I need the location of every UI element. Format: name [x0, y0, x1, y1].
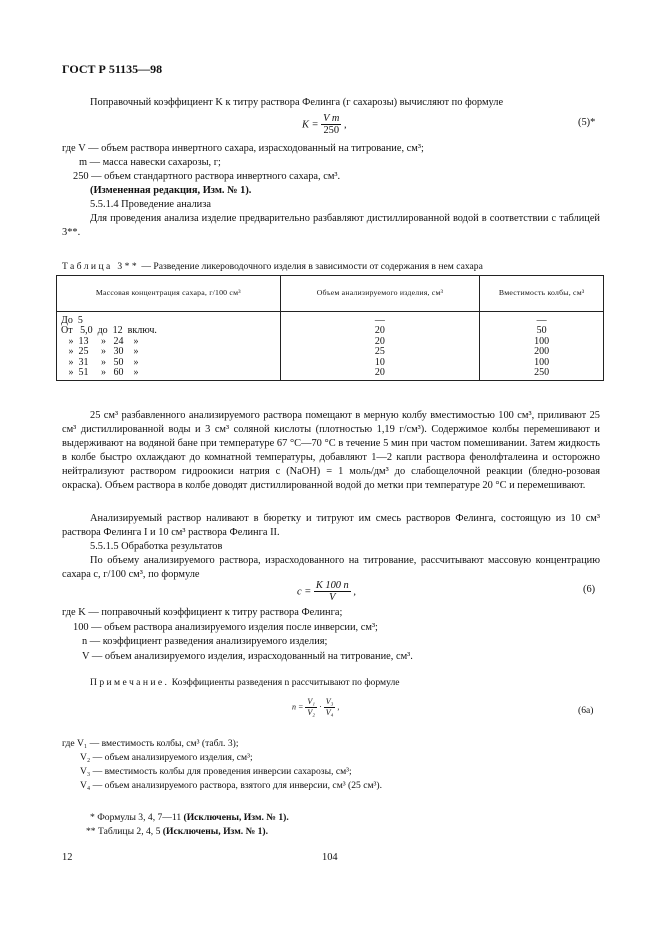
table-row-flask: —: [536, 315, 547, 326]
table-3-caption-text: — Разведение ликероводочного изделия в зависимости от содержания в нем сахара: [139, 261, 483, 272]
formula-5-number: (5)*: [578, 117, 596, 128]
formula-5-lhs: K =: [302, 119, 319, 131]
page-number-left: 12: [62, 852, 73, 863]
where-5-line-3: 250 — объем стандартного раствора инвертного сахара, см³.: [73, 171, 341, 182]
formula-6a-numerator-2: V₃: [325, 697, 334, 706]
table-3-header-volume: Объем анализируемого изделия, см³: [280, 276, 480, 312]
formula-6-denominator: V: [329, 592, 336, 604]
where-6-line-3: n — коэффициент разведения анализируемого изделия;: [82, 636, 328, 647]
formula-5-numerator: V m: [323, 113, 340, 124]
formula-6-fraction: [314, 580, 351, 604]
table-row-label: » 51 » 60 »: [61, 366, 139, 378]
formula-6: [297, 580, 356, 604]
footnote-1-bold: (Исключены, Изм. № 1).: [183, 812, 289, 823]
paragraph-titration: Анализируемый раствор наливают в бюретку и титруют им смесь растворов Фелинга, состоящую из 10 см³ раствора Фелинга I и 10 см³ раствора Фелинга II.: [62, 513, 600, 539]
footnote-1: [90, 812, 289, 825]
table-3-caption-prefix: Таблица 3**: [62, 261, 140, 272]
note: [90, 677, 400, 690]
table-row-volume: 20: [374, 325, 385, 337]
table-row-volume: 20: [374, 335, 385, 347]
formula-6a-dot: ·: [319, 702, 322, 712]
formula-5-denominator: 250: [323, 125, 340, 137]
change-note-1: (Измененная редакция, Изм. № 1).: [90, 185, 252, 196]
table-3-header-row: [57, 276, 604, 312]
formula-5-tail: ,: [344, 119, 347, 131]
table-3-caption: [62, 261, 483, 274]
where-6-line-2: 100 — объем раствора анализируемого изделия после инверсии, см³;: [73, 622, 378, 633]
k-formula-intro: Поправочный коэффициент K к титру раствора Фелинга (г сахарозы) вычисляют по формуле: [90, 97, 504, 108]
formula-6-tail: ,: [353, 586, 356, 598]
where-6a-line-4: V₄ — объем анализируемого раствора, взятого для инверсии, см³ (25 см³).: [80, 780, 383, 791]
section-5515-title: 5.5.1.5 Обработка результатов: [90, 541, 223, 552]
formula-6a-fraction-1: [305, 698, 317, 717]
table-row-flask: 50: [536, 325, 547, 337]
where-6a-line-3: V₃ — вместимость колбы для проведения инверсии сахарозы, см³;: [80, 766, 352, 777]
where-5-line-1: где V — объем раствора инвертного сахара, израсходованный на титрование, см³;: [62, 143, 424, 154]
formula-6a-fraction-2: [324, 698, 336, 717]
section-5515-text: По объему анализируемого раствора, израсходованного на титрование, рассчитывают массовую концентрацию сахара c, г/100 см³, по формуле: [62, 555, 600, 581]
formula-6a: [292, 698, 339, 717]
where-6a-line-2: V₂ — объем анализируемого изделия, см³;: [80, 752, 253, 763]
table-row-label: » 31 » 50 »: [61, 356, 139, 368]
where-5-line-2: m — масса навески сахарозы, г;: [79, 157, 221, 168]
formula-6-numerator: K 100 n: [315, 580, 349, 591]
note-text: Коэффициенты разведения n рассчитывают по формуле: [171, 677, 400, 688]
formula-6a-numerator-1: V₁: [307, 697, 316, 706]
formula-6-number: (6): [583, 584, 596, 595]
table-3-header-concentration: Массовая концентрация сахара, г/100 см³: [57, 276, 281, 312]
table-3-volume-cell: [280, 312, 480, 381]
table-row-label: От 5,0 до 12 включ.: [61, 325, 157, 337]
paragraph-inversion: 25 см³ разбавленного анализируемого раствора помещают в мерную колбу вместимостью 100 см³, приливают 25 см³ дистиллированной воды и 3 см³ соляной кислоты (плотностью 1,19 г/см³). Содержимое колбы перемешивают и выдерживают на водяной бане при температуре 67 °С—70 °С в течение 5 мин при частом помешивании. Затем жидкость в колбе быстро охлаждают до комнатной температуры, добавляют 1—2 капли раствора фенолфталеина и осторожно нейтрализуют раствором гидроокиси натрия c (NaOH) = 1 моль/дм³ до слабощелочной реакции (бледно-розовая окраска). Объем раствора в колбе доводят дистиллированной водой до метки при температуре 20 °С и перемешивают.: [62, 410, 600, 492]
table-3-concentration-cell: [57, 312, 281, 381]
table-3: [56, 275, 604, 381]
table-row-flask: 100: [534, 335, 550, 347]
where-6-line-4: V — объем анализируемого изделия, израсходованный на титрование, см³.: [82, 651, 413, 662]
formula-6a-denominator-2: V₄: [325, 707, 334, 717]
formula-5-fraction: [321, 113, 341, 137]
footnote-2-bold: (Исключены, Изм. № 1).: [162, 826, 269, 837]
table-row-flask: 100: [534, 356, 550, 368]
formula-6a-lhs: n =: [292, 702, 304, 712]
table-row-volume: —: [374, 315, 385, 326]
table-row-volume: 20: [374, 366, 385, 378]
formula-5: [302, 113, 347, 137]
formula-6a-denominator-1: V₂: [307, 707, 316, 717]
table-row-label: До 5: [61, 315, 83, 326]
note-label: Примечание.: [90, 677, 170, 688]
footnote-1-text: * Формулы 3, 4, 7—11: [90, 812, 184, 823]
section-5514-title: 5.5.1.4 Проведение анализа: [90, 199, 211, 210]
where-6a-line-1: где V₁ — вместимость колбы, см³ (табл. 3);: [62, 738, 239, 749]
table-3-body-row: [57, 312, 604, 381]
table-row-label: » 25 » 30 »: [61, 346, 139, 358]
table-3-flask-cell: [480, 312, 604, 381]
where-6-line-1: где K — поправочный коэффициент к титру раствора Фелинга;: [62, 607, 343, 618]
table-row-flask: 200: [534, 346, 550, 358]
section-5514-text: Для проведения анализа изделие предварительно разбавляют дистиллированной водой в соответствии с таблицей 3**.: [62, 213, 600, 239]
table-3-header-flask: Вместимость колбы, см³: [480, 276, 604, 312]
table-row-flask: 250: [534, 366, 550, 378]
table-row-label: » 13 » 24 »: [61, 335, 139, 347]
table-row-volume: 10: [374, 356, 385, 368]
formula-6a-tail: ,: [337, 702, 340, 712]
table-row-volume: 25: [374, 346, 385, 358]
page-number-center: 104: [322, 852, 338, 863]
formula-6-lhs: c =: [297, 586, 312, 598]
footnote-2-text: ** Таблицы 2, 4, 5: [86, 826, 163, 837]
document-header: ГОСТ Р 51135—98: [62, 62, 163, 76]
formula-6a-number: (6а): [578, 705, 594, 716]
footnote-2: [86, 826, 268, 839]
